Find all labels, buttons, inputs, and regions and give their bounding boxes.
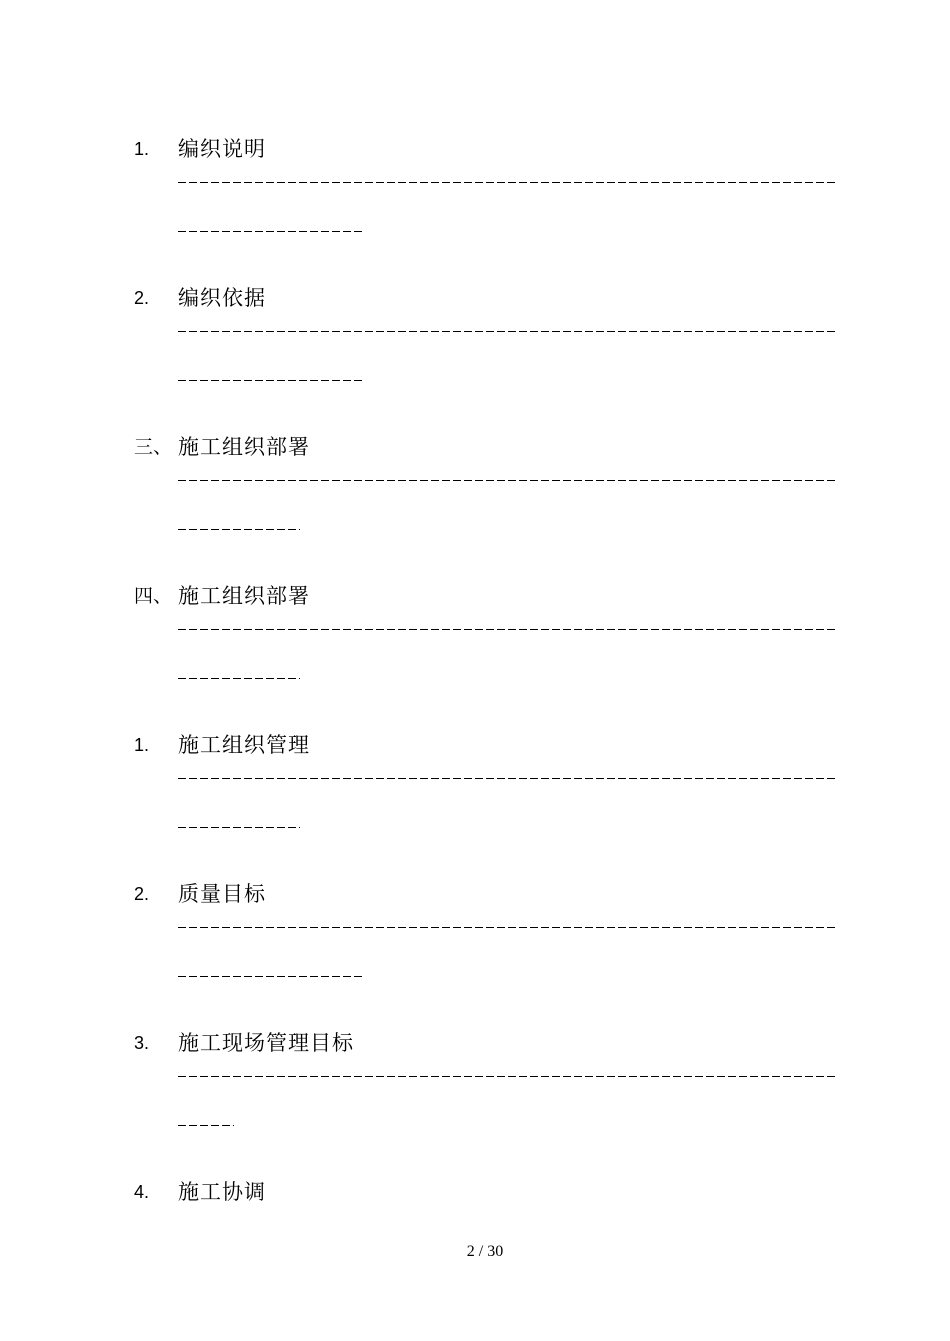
- toc-entry: [0, 134, 950, 284]
- page-number: 2 / 30: [466, 1243, 504, 1260]
- toc-leader-line-continued: [178, 380, 365, 381]
- toc-entry-number: 3.: [134, 1033, 150, 1053]
- toc-entry-number: 四、: [134, 585, 173, 607]
- toc-entry: [0, 283, 950, 433]
- toc-entry-title: 施工组织管理: [178, 733, 310, 757]
- toc-entry: [0, 1028, 950, 1178]
- toc-leader-line: [178, 629, 835, 630]
- toc-entry-title: 施工协调: [178, 1180, 266, 1204]
- toc-entry: [0, 879, 950, 1029]
- toc-entry: [0, 730, 950, 880]
- toc-entry-title: 编织依据: [178, 286, 266, 310]
- toc-entry: [0, 581, 950, 731]
- toc-entry-title: 施工组织部署: [178, 435, 310, 459]
- toc-entry-number: 1.: [134, 139, 150, 159]
- toc-leader-line: [178, 927, 835, 928]
- toc-leader-line-continued: [178, 231, 365, 232]
- toc-entry-number: 三、: [134, 436, 173, 458]
- toc-entry-title: 编织说明: [178, 137, 266, 161]
- toc-leader-line-continued: [178, 827, 300, 828]
- toc-leader-line: [178, 480, 835, 481]
- toc-leader-line: [178, 331, 835, 332]
- toc-entry-number: 1.: [134, 735, 150, 755]
- toc-entry: [0, 432, 950, 582]
- toc-leader-line-continued: [178, 976, 365, 977]
- toc-entry-number: 2.: [134, 288, 150, 308]
- toc-leader-line: [178, 182, 835, 183]
- toc-leader-line: [178, 1076, 835, 1077]
- toc-entry-number: 2.: [134, 884, 150, 904]
- toc-leader-line: [178, 778, 835, 779]
- toc-entry-title: 质量目标: [178, 882, 266, 906]
- toc-leader-line-continued: [178, 678, 300, 679]
- toc-leader-line-continued: [178, 1125, 234, 1126]
- toc-entry-title: 施工现场管理目标: [178, 1031, 354, 1055]
- toc-entry-title: 施工组织部署: [178, 584, 310, 608]
- toc-entry-number: 4.: [134, 1182, 150, 1202]
- toc-leader-line-continued: [178, 529, 300, 530]
